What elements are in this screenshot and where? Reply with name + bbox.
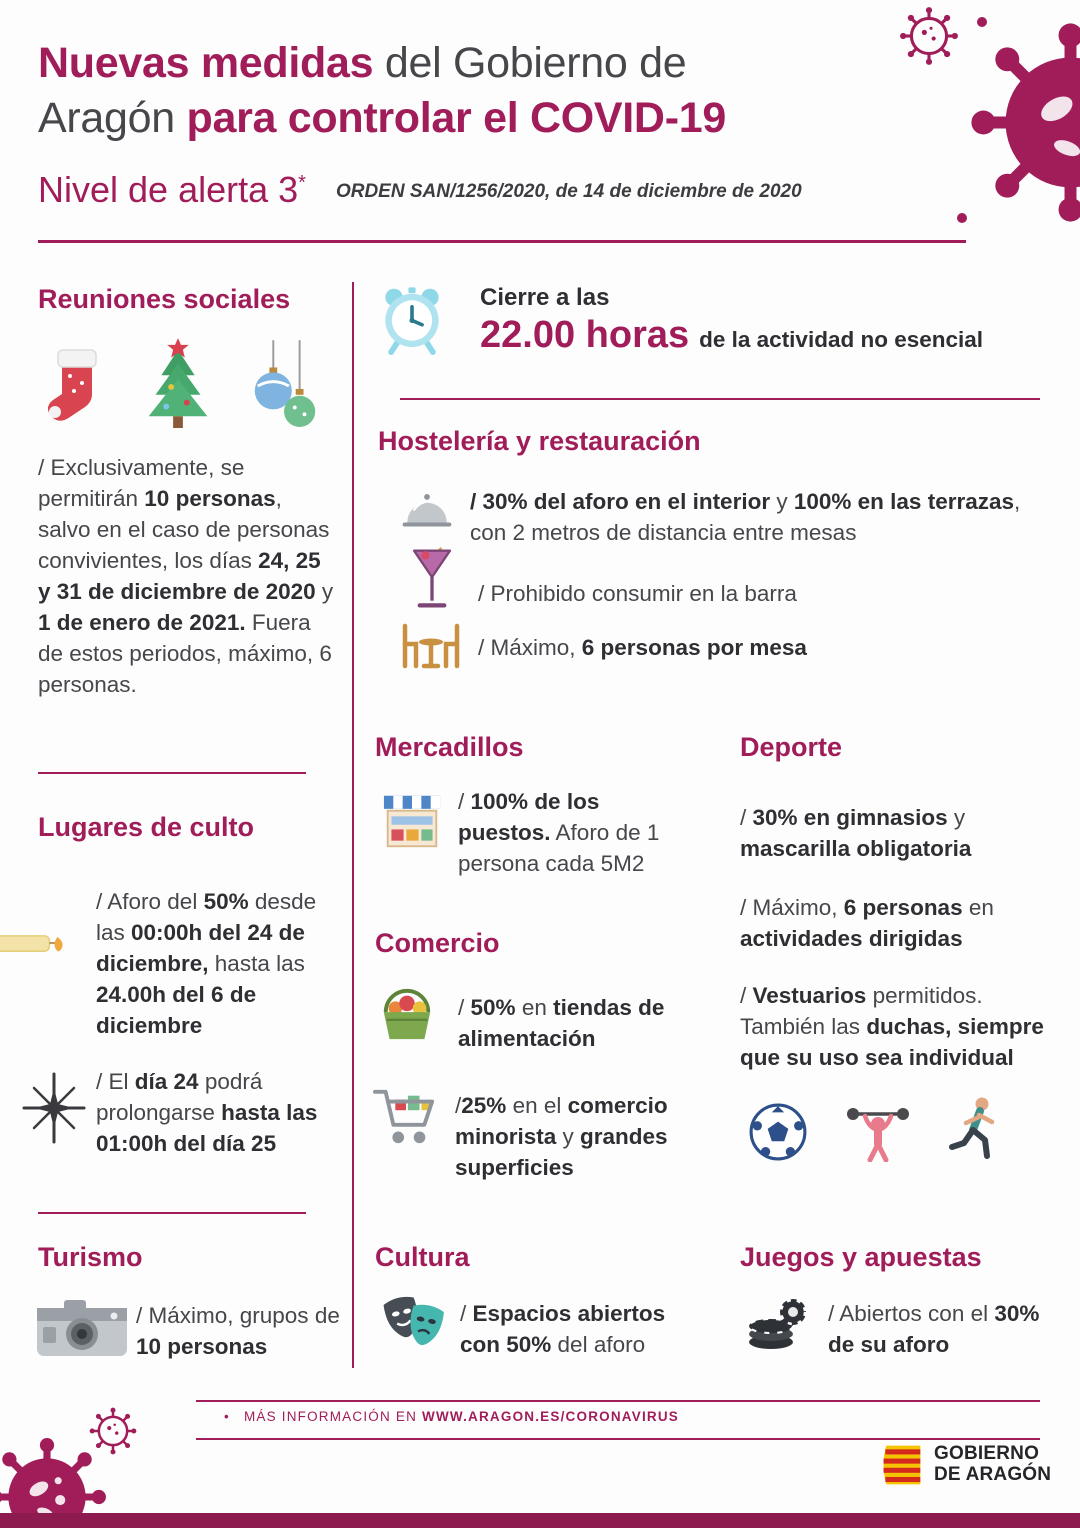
section-title-hosteleria: Hostelería y restauración <box>378 426 701 456</box>
section-title-juegos: Juegos y apuestas <box>740 1242 982 1272</box>
christmas-tree-icon <box>134 336 222 434</box>
culto-item-1-text: / Aforo del 50% desde las 00:00h del 24 de diciembre, hasta las 24.00h del 6 de diciembre <box>96 889 317 1039</box>
running-icon <box>948 1096 1002 1162</box>
more-info-bar <box>224 1409 679 1424</box>
closure-block <box>480 284 1045 357</box>
cocktail-icon <box>410 546 454 612</box>
section-title-comercio: Comercio <box>375 928 500 958</box>
mercadillos-text: / 100% de los puestos. Aforo de 1 persona cada 5M2 <box>458 789 660 877</box>
section-title-culto: Lugares de culto <box>38 812 255 842</box>
header-divider <box>38 240 966 243</box>
christmas-stocking-icon <box>40 342 110 434</box>
page-title: Nuevas medidas del Gobierno de Aragón para controlar el COVID-19 <box>38 39 726 142</box>
cultura-text: / Espacios abiertos con 50% del aforo <box>460 1301 666 1358</box>
alert-level: Nivel de alerta 3* <box>38 169 306 210</box>
footer-divider-bottom <box>196 1438 1040 1440</box>
deporte-item-3-text: / Vestuarios permitidos. También las duchas, siempre que su uso sea individual <box>740 983 1044 1071</box>
alert-level-row <box>38 169 802 210</box>
serving-cloche-icon <box>398 490 456 534</box>
market-stall-icon <box>382 792 442 850</box>
comercio-item-1-text: / 50% en tiendas de alimentación <box>458 995 665 1052</box>
closure-scope: de la actividad no esencial <box>699 327 984 352</box>
section-title-turismo: Turismo <box>38 1242 143 1272</box>
bottom-bar <box>0 1513 1080 1528</box>
order-reference: ORDEN SAN/1256/2020, de 14 de diciembre de 2020 <box>335 181 802 202</box>
section-title-reuniones: Reuniones sociales <box>38 284 291 314</box>
alert-asterisk: * <box>298 172 306 194</box>
poker-chips-icon <box>745 1292 809 1352</box>
footer-divider-top <box>196 1400 1040 1402</box>
more-info-url[interactable]: WWW.ARAGON.ES/CORONAVIRUS <box>422 1409 679 1424</box>
food-basket-icon <box>378 986 436 1042</box>
logo-text <box>934 1444 1051 1485</box>
section-title-deporte: Deporte <box>740 732 843 762</box>
christmas-icons-row <box>40 336 324 434</box>
theater-masks-icon <box>380 1292 448 1354</box>
deporte-item-1-text: / 30% en gimnasios y mascarilla obligatoria <box>740 805 972 862</box>
closure-time: 22.00 horas <box>480 314 690 356</box>
deporte-item-2-text: / Máximo, 6 personas en actividades dirigidas <box>740 895 994 952</box>
christmas-baubles-icon <box>246 339 324 434</box>
culto-item-2-text: / El día 24 podrá prolongarse hasta las 01:00h del día 25 <box>96 1069 318 1157</box>
juegos-text: / Abiertos con el 30% de su aforo <box>828 1301 1040 1358</box>
hosteleria-item-1-text: / 30% del aforo en el interior y 100% en las terrazas, con 2 metros de distancia entre mesas <box>470 489 1021 546</box>
star-icon <box>18 1072 90 1144</box>
gobierno-aragon-logo <box>878 1442 1051 1488</box>
comercio-item-2-text: /25% en el comercio minorista y grandes superficies <box>455 1093 668 1181</box>
soccer-ball-icon <box>748 1102 808 1162</box>
logo-line-2: DE ARAGÓN <box>934 1464 1052 1485</box>
aragon-flag-icon <box>878 1442 924 1488</box>
alarm-clock-icon <box>376 280 448 358</box>
hosteleria-item-2-text: / Prohibido consumir en la barra <box>478 581 797 606</box>
logo-line-1: GOBIERNO <box>934 1443 1040 1465</box>
weightlifting-icon <box>844 1100 912 1162</box>
right-divider-top <box>400 398 1040 400</box>
more-info-label: MÁS INFORMACIÓN EN <box>243 1409 422 1424</box>
camera-icon <box>36 1296 128 1358</box>
section-title-cultura: Cultura <box>375 1242 470 1272</box>
closure-intro: Cierre a las <box>480 284 610 311</box>
shopping-cart-icon <box>372 1086 438 1148</box>
column-divider <box>352 282 354 1368</box>
sports-icons-row <box>748 1096 1002 1162</box>
turismo-text: / Máximo, grupos de 10 personas <box>136 1303 340 1360</box>
candle-icon <box>0 922 76 964</box>
table-chairs-icon <box>400 622 462 670</box>
bullet-icon: • <box>224 1409 230 1424</box>
section-title-mercadillos: Mercadillos <box>375 732 524 762</box>
left-divider-2 <box>38 1212 306 1214</box>
left-divider-1 <box>38 772 306 774</box>
closure-line <box>480 314 1045 357</box>
reuniones-text: / Exclusivamente, se permitirán 10 personas, salvo en el caso de personas convivientes, los días 24, 25 y 31 de diciembre de 2020 y 1 de enero de 2021. Fuera de estos periodos, máximo, 6 personas. <box>38 455 334 698</box>
hosteleria-item-3-text: / Máximo, 6 personas por mesa <box>478 635 807 660</box>
